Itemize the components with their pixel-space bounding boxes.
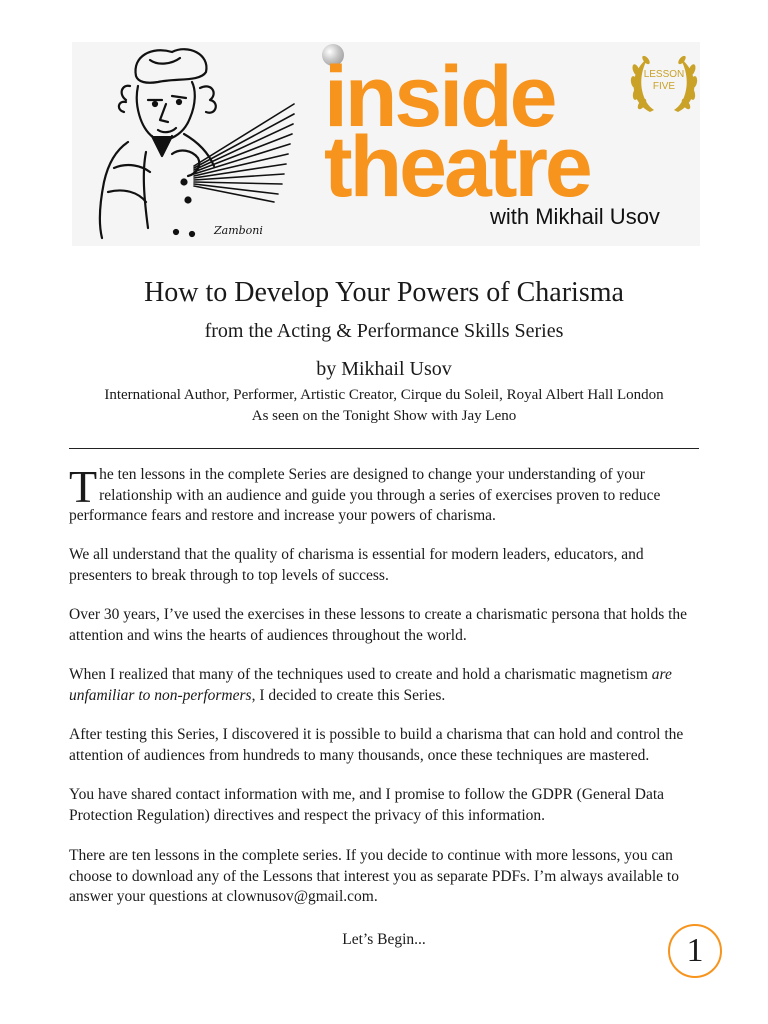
brand-title-line2: theatre bbox=[324, 119, 590, 215]
paragraph-testing: After testing this Series, I discovered it is possible to build a charisma that can hold and control the attention of audiences from hundreds to many thousands, once these techniques are mastered. bbox=[69, 726, 684, 764]
lets-begin-text: Let’s Begin... bbox=[342, 931, 426, 948]
author-credentials: International Author, Performer, Artistic Creator, Cirque du Soleil, Royal Albert Hall London bbox=[104, 387, 664, 403]
paragraph-intro bbox=[69, 461, 705, 527]
lesson-badge-label: LESSON bbox=[643, 69, 685, 80]
paragraph-charisma-essential: We all understand that the quality of charisma is essential for modern leaders, educators, and presenters to break through to top levels of success. bbox=[69, 546, 644, 584]
document-title: How to Develop Your Powers of Charisma bbox=[144, 277, 624, 308]
page-number-badge: 1 bbox=[668, 924, 722, 978]
drop-cap: T bbox=[69, 461, 98, 512]
paragraph-lessons-contact: There are ten lessons in the complete series. If you decide to continue with more lessons, you can choose to download any of the Lessons that interest you as separate PDFs. I’m always available to answer your questions at clownusov@gmail.com. bbox=[69, 847, 679, 905]
paragraph-realization bbox=[69, 665, 705, 706]
sketch-of-clown-with-hat-and-pages-icon bbox=[88, 42, 298, 242]
brand-subtitle: with Mikhail Usov bbox=[490, 204, 660, 229]
author-tv-credit: As seen on the Tonight Show with Jay Leno bbox=[251, 408, 517, 424]
document-byline: by Mikhail Usov bbox=[316, 358, 452, 380]
paragraph-intro-text: he ten lessons in the complete Series are designed to change your understanding of your relationship with an audience and guide you through a series of exercises proven to reduce performance fears and restore and increase your powers of charisma. bbox=[69, 466, 661, 524]
lesson-badge-number: FIVE bbox=[652, 81, 676, 92]
paragraph-realization-end: , I decided to create this Series. bbox=[251, 686, 446, 704]
artist-signature: Zamboni bbox=[214, 224, 263, 237]
document-series: from the Acting & Performance Skills Series bbox=[204, 320, 564, 342]
brand-title-line1: inside bbox=[324, 49, 555, 145]
paragraph-experience: Over 30 years, I’ve used the exercises in these lessons to create a charismatic persona that holds the attention and wins the hearts of audiences throughout the world. bbox=[69, 606, 688, 644]
paragraph-realization-emphasis: are unfamiliar to non-performers bbox=[69, 666, 672, 704]
divider bbox=[69, 448, 699, 449]
paragraph-realization-start: When I realized that many of the techniques used to create and hold a charismatic magnetism bbox=[69, 666, 652, 683]
paragraph-gdpr: You have shared contact information with me, and I promise to follow the GDPR (General Data Protection Regulation) directives and respect the privacy of this information. bbox=[69, 786, 665, 824]
